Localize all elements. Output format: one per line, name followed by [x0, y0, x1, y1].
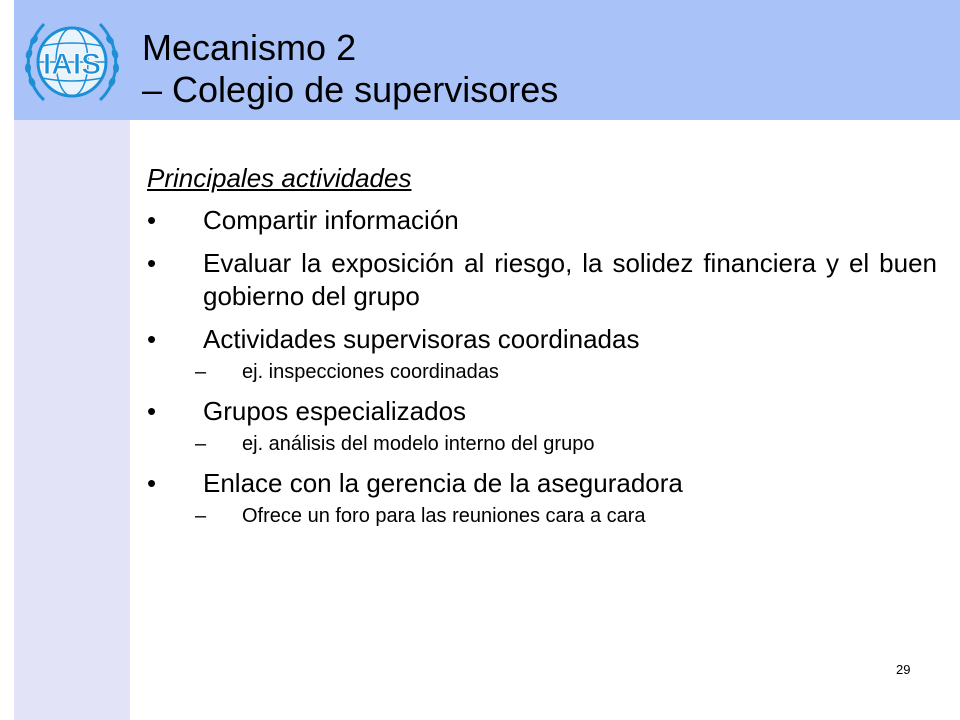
slide-title-line-2: – Colegio de supervisores [142, 69, 559, 110]
sub-bullet-item [147, 359, 937, 385]
sub-bullet-marker: – [195, 361, 207, 383]
bullet-item [147, 395, 937, 428]
sub-bullet-text: Ofrece un foro para las reuniones cara a cara [242, 505, 646, 527]
iais-logo-text: IAIS [42, 48, 102, 81]
bullet-text: Enlace con la gerencia de la aseguradora [203, 468, 683, 498]
bullet-marker: • [147, 248, 157, 278]
sub-bullet-marker: – [195, 505, 207, 527]
bullet-item [147, 467, 937, 500]
slide-title-line-1: Mecanismo 2 [142, 27, 357, 68]
sub-bullet-item [147, 431, 937, 457]
sub-bullet-item [147, 503, 937, 529]
slide-content [147, 162, 937, 535]
slide-title [142, 27, 558, 111]
sub-bullet-text: ej. inspecciones coordinadas [242, 361, 499, 383]
bullet-item [147, 204, 937, 237]
bullet-marker: • [147, 468, 157, 498]
bullet-text: Compartir información [203, 205, 459, 235]
bullet-marker: • [147, 396, 157, 426]
bullet-text: Actividades supervisoras coordinadas [203, 324, 640, 354]
sub-bullet-text: ej. análisis del modelo interno del grupo [242, 433, 595, 455]
bullet-item [147, 247, 937, 313]
iais-logo-graphic [14, 12, 130, 112]
section-heading: Principales actividades [147, 163, 412, 193]
slide-number: 29 [896, 662, 911, 677]
bullet-text: Grupos especializados [203, 396, 467, 426]
sub-bullet-marker: – [195, 433, 207, 455]
bullet-marker: • [147, 324, 157, 354]
bullet-marker: • [147, 205, 157, 235]
iais-logo [14, 12, 130, 112]
bullet-item [147, 323, 937, 356]
bullet-text: Evaluar la exposición al riesgo, la solidez financiera y el buen gobierno del grupo [203, 248, 937, 311]
